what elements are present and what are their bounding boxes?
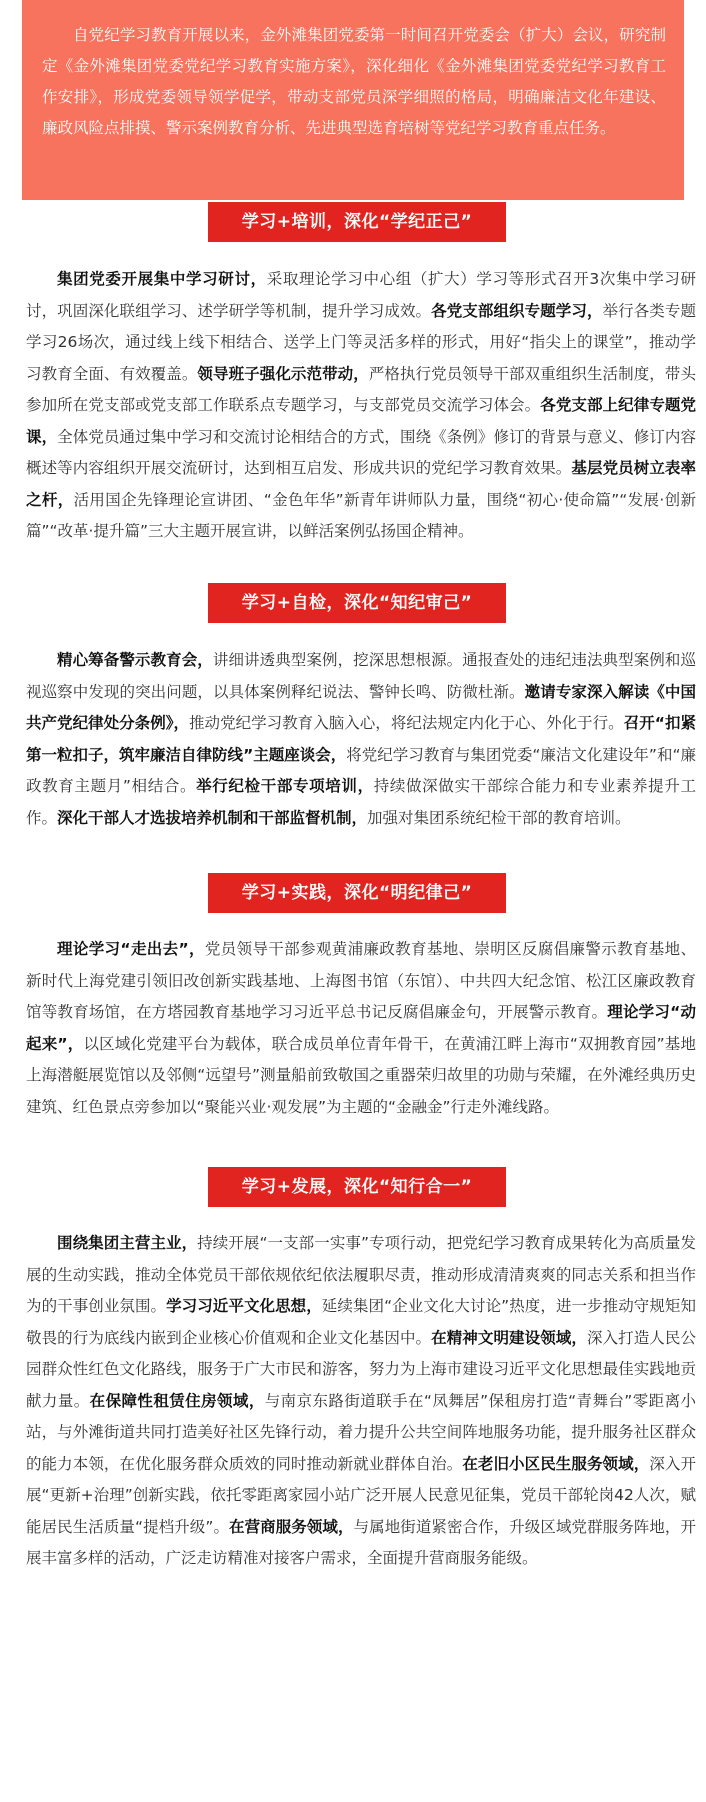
- body-text: 将党纪学习教育与集团党委“廉洁文化建设年”和“廉政教育主题月”相结合。: [26, 745, 696, 795]
- bold-lead-in: 理论学习“动起来”，: [26, 1003, 697, 1053]
- bold-lead-in: 举行纪检干部专项培训，: [196, 777, 374, 795]
- body-text: 党员领导干部参观黄浦廉政教育基地、崇明区反腐倡廉警示教育基地、新时代上海党建引领旧改创新实践基地、上海图书馆（东馆）、中共四大纪念馆、松江区廉政教育馆等教育场馆，在方塔园教育基地学习习近平总书记反腐倡廉金句，开展警示教育。: [26, 940, 696, 1021]
- bold-lead-in: 各党支部组织专题学习，: [431, 301, 603, 320]
- body-text: 推动党纪学习教育入脑入心，将纪法规定内化于心、外化于行。: [189, 714, 624, 732]
- body-text: 活用国企先锋理论宣讲团、“金色年华”新青年讲师队力量，围绕“初心·使命篇”“发展·创新篇”“改革·提升篇”三大主题开展宣讲，以鲜活案例弘扬国企精神。: [26, 490, 696, 540]
- body-text: 采取理论学习中心组（扩大）学习等形式召开3次集中学习研讨，巩固深化联组学习、述学研学等机制，提升学习成效。: [26, 270, 696, 320]
- body-text: 持续开展“一支部一实事”专项行动，把党纪学习教育成果转化为高质量发展的生动实践，推动全体党员干部依规依纪依法履职尽责，推动形成清清爽爽的同志关系和担当作为的干事创业氛围。: [26, 1234, 696, 1315]
- section-body-development: [26, 1228, 696, 1575]
- bold-lead-in: 各党支部上纪律专题党课，: [26, 396, 696, 446]
- section-body-practice: [26, 934, 696, 1123]
- body-text: 深入开展“更新+治理”创新实践，依托零距离家园小站广泛开展人民意见征集，党员干部轮岗42人次，赋能居民生活质量“提档升级”。: [26, 1454, 696, 1536]
- body-text: 深入打造人民公园群众性红色文化路线，服务于广大市民和游客，努力为上海市建设习近平文化思想最佳实践地贡献力量。: [26, 1328, 696, 1410]
- bold-lead-in: 集团党委开展集中学习研讨，: [57, 270, 267, 288]
- bold-lead-in: 在精神文明建设领域，: [431, 1328, 587, 1347]
- bold-lead-in: 在老旧小区民生服务领域，: [462, 1454, 650, 1473]
- bold-lead-in: 深化干部人才选拔培养机制和干部监督机制，: [57, 808, 368, 827]
- bold-lead-in: 学习习近平文化思想，: [166, 1297, 322, 1315]
- body-text: 举行各类专题学习26场次，通过线上线下相结合、送学上门等灵活多样的形式，用好“指尖上的课堂”，推动学习教育全面、有效覆盖。: [26, 301, 696, 383]
- body-text: 延续集团“企业文化大讨论”热度，进一步推动守规矩知敬畏的行为底线内嵌到企业核心价值观和企业文化基因中。: [26, 1297, 696, 1347]
- section-heading-self-check: 学习+自检，深化“知纪审己”: [208, 583, 506, 623]
- bold-lead-in: 邀请专家深入解读《中国共产党纪律处分条例》，: [26, 682, 696, 732]
- section-heading-practice: 学习+实践，深化“明纪律己”: [208, 873, 506, 913]
- body-text: 加强对集团系统纪检干部的教育培训。: [367, 808, 631, 827]
- section-body-training: [26, 264, 696, 548]
- bold-lead-in: 领导班子强化示范带动，: [197, 364, 369, 383]
- body-text: 与南京东路街道联手在“凤舞居”保租房打造“青舞台”零距离小站，与外滩街道共同打造美好社区先锋行动，着力提升公共空间阵地服务功能，提升服务社区群众的能力本领，在优化服务群众质效的同时推动新就业群体自治。: [26, 1391, 696, 1473]
- bold-lead-in: 在保障性租赁住房领域，: [89, 1391, 265, 1410]
- section-body-self-check: [26, 645, 696, 834]
- body-text: 严格执行党员领导干部双重组织生活制度，带头参加所在党支部或党支部工作联系点专题学习，与支部党员交流学习体会。: [26, 364, 696, 414]
- section-heading-training: 学习+培训，深化“学纪正己”: [208, 202, 506, 242]
- section-heading-development: 学习+发展，深化“知行合一”: [208, 1167, 506, 1207]
- bold-lead-in: 召开“扣紧第一粒扣子，筑牢廉洁自律防线”主题座谈会，: [26, 714, 696, 764]
- intro-box: [22, 0, 684, 200]
- body-text: 持续做深做实干部综合能力和专业素养提升工作。: [26, 777, 696, 827]
- bold-lead-in: 基层党员树立表率之杆，: [26, 459, 696, 509]
- bold-lead-in: 理论学习“走出去”，: [57, 940, 205, 958]
- bold-lead-in: 围绕集团主营主业，: [57, 1234, 198, 1252]
- intro-text: 自党纪学习教育开展以来，金外滩集团党委第一时间召开党委会（扩大）会议，研究制定《金外滩集团党委党纪学习教育实施方案》，深化细化《金外滩集团党委党纪学习教育工作安排》，形成党委领导领学促学，带动支部党员深学细照的格局，明确廉洁文化年建设、廉政风险点排摸、警示案例教育分析、先进典型选育培树等党纪学习教育重点任务。: [42, 26, 666, 137]
- bold-lead-in: 在营商服务领域，: [229, 1517, 354, 1536]
- body-text: 与属地街道紧密合作，升级区域党群服务阵地，开展丰富多样的活动，广泛走访精准对接客户需求，全面提升营商服务能级。: [26, 1517, 696, 1567]
- body-text: 全体党员通过集中学习和交流讨论相结合的方式，围绕《条例》修订的背景与意义、修订内容概述等内容组织开展交流研讨，达到相互启发、形成共识的党纪学习教育效果。: [26, 427, 696, 477]
- body-text: 讲细讲透典型案例，挖深思想根源。通报查处的违纪违法典型案例和巡视巡察中发现的突出问题，以具体案例释纪说法、警钟长鸣、防微杜渐。: [26, 651, 696, 701]
- body-text: 以区域化党建平台为载体，联合成员单位青年骨干，在黄浦江畔上海市“双拥教育园”基地上海潜艇展览馆以及邻侧“远望号”测量船前致敬国之重器荣归故里的功勋与荣耀，在外滩经典历史建筑、红色景点旁参加以“聚能兴业·观发展”为主题的“金融金”行走外滩线路。: [26, 1034, 697, 1116]
- bold-lead-in: 精心筹备警示教育会，: [57, 651, 213, 669]
